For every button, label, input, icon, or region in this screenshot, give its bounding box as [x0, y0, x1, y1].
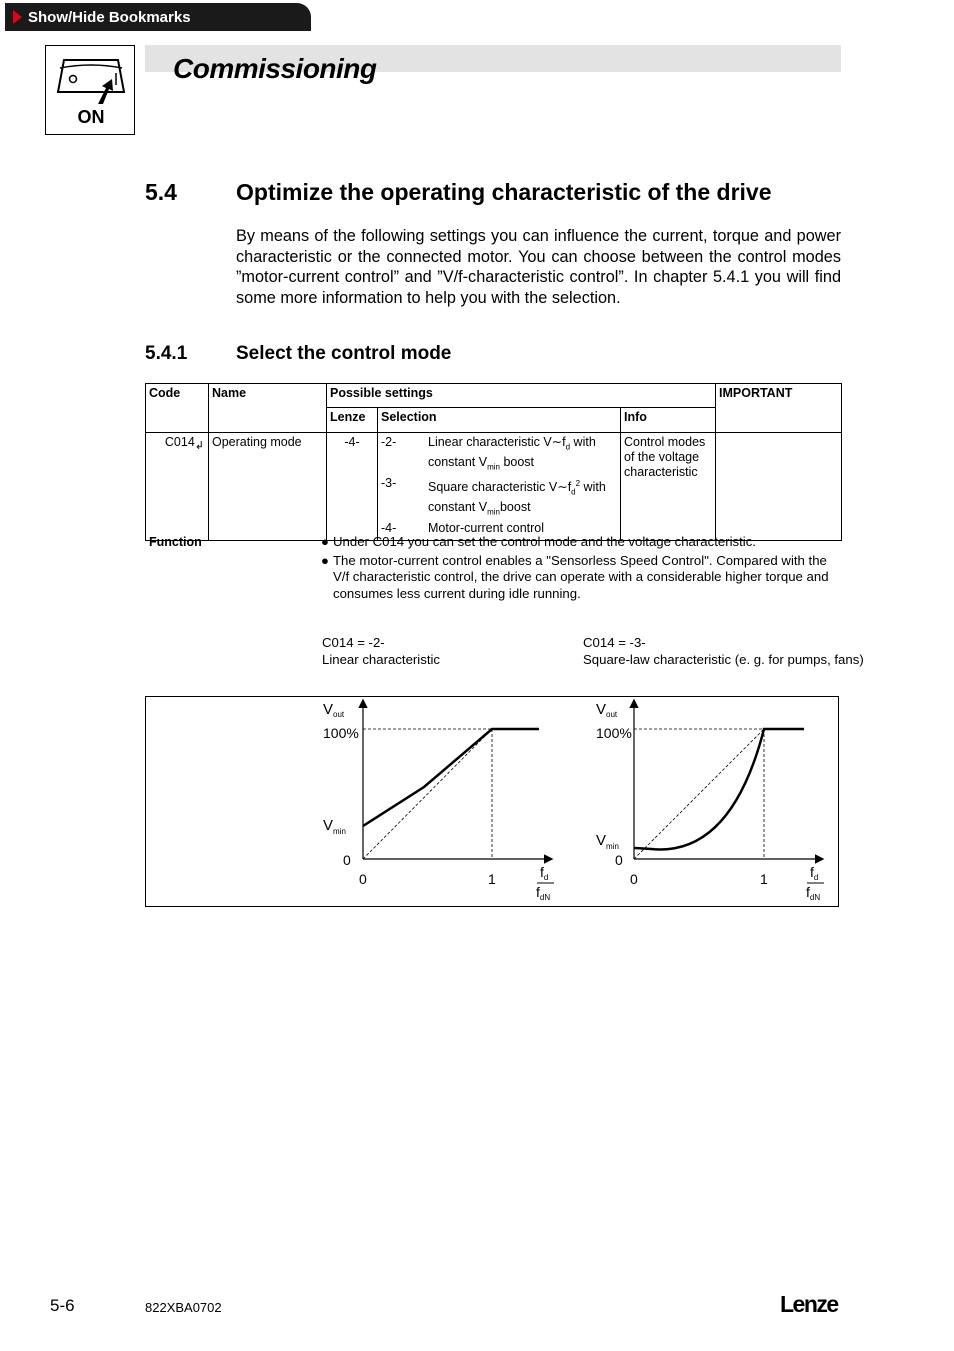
name-cell: Operating mode — [209, 433, 327, 541]
section-title: Optimize the operating characteristic of the drive — [236, 179, 772, 205]
function-bullet: ● Under C014 you can set the control mode and the voltage characteristic. — [321, 534, 756, 549]
important-cell — [716, 433, 842, 541]
right-100pct-label: 100% — [596, 725, 632, 741]
header-info: Info — [621, 408, 716, 433]
right-fdn-label: $f_{dN}$ — [806, 884, 821, 902]
chapter-title: Commissioning — [173, 53, 377, 84]
left-x-one: 1 — [488, 871, 496, 887]
left-y-zero: 0 — [343, 852, 351, 868]
option-code: -4- — [381, 521, 397, 536]
option-text: Motor-current control — [428, 521, 545, 536]
left-fd-label: $f_d$ — [540, 864, 549, 882]
option-text: Square characteristic $V\sim f_d^2$ with constant $V_{min}boost$ — [428, 479, 606, 517]
code-cell — [146, 433, 209, 541]
square-law-characteristic-diagram — [596, 701, 824, 902]
lenze-default-cell: -4- — [327, 433, 378, 541]
square-law-characteristic-curve — [634, 729, 804, 849]
header-code: Code — [146, 384, 209, 433]
selection-option — [381, 476, 617, 519]
red-triangle-icon — [13, 10, 22, 24]
left-vout-label: $V_{out}$ — [323, 701, 345, 719]
left-vmin-label: $V_{min}$ — [323, 817, 346, 836]
subsection-number: 5.4.1 — [145, 343, 188, 364]
power-switch-icon — [46, 46, 136, 106]
option-code: -3- — [381, 476, 397, 490]
option-text: Linear characteristic $V\sim f_d$ with constant $V_{min}$ boost — [428, 435, 596, 471]
page-number: 5-6 — [50, 1296, 75, 1315]
left-diagram-caption: C014 = -2- Linear characteristic — [322, 635, 441, 667]
left-reference-diagonal — [363, 729, 492, 859]
function-bullets — [321, 534, 841, 602]
lenze-logo: Lenze — [780, 1291, 838, 1317]
function-label: Function — [149, 535, 202, 549]
right-fd-label: $f_d$ — [810, 864, 819, 882]
left-100pct-label: 100% — [323, 725, 359, 741]
selection-option — [381, 435, 617, 474]
power-switch-icon-box — [45, 45, 135, 135]
linear-characteristic-curve — [363, 729, 539, 826]
option-code: -2- — [381, 435, 397, 449]
show-hide-bookmarks-button[interactable] — [5, 3, 311, 31]
info-cell: Control modes of the voltage characteristic — [621, 433, 716, 541]
right-x-one: 1 — [760, 871, 768, 887]
selection-cell — [378, 433, 621, 541]
right-y-zero: 0 — [615, 852, 623, 868]
right-diagram-caption: C014 = -3- Square-law characteristic (e. g. for pumps, fans) — [583, 635, 864, 667]
subsection-title: Select the control mode — [236, 343, 452, 364]
header-possible-settings: Possible settings — [327, 384, 716, 408]
header-lenze: Lenze — [327, 408, 378, 433]
header-selection: Selection — [378, 408, 621, 433]
diagram-svg — [146, 697, 840, 908]
enter-arrow-icon: ↲ — [194, 440, 204, 452]
table-row — [146, 433, 842, 541]
section-number: 5.4 — [145, 179, 177, 205]
header-name: Name — [209, 384, 327, 433]
bullet-icon: ● — [321, 534, 329, 549]
left-x-zero: 0 — [359, 871, 367, 887]
parameter-table — [145, 383, 842, 541]
right-vmin-label: $V_{min}$ — [596, 832, 619, 851]
header-important: IMPORTANT — [716, 384, 842, 433]
right-x-zero: 0 — [630, 871, 638, 887]
left-fdn-label: $f_{dN}$ — [536, 884, 551, 902]
bullet-icon: ● — [321, 552, 329, 568]
on-label: ON — [77, 107, 105, 127]
intro-paragraph: By means of the following settings you can influence the current, torque and power characteristic or the connected motor. You can choose between the control modes ”motor-current control” and ”V/f-characteristic control”. In chapter 5.4.1 you will find some more information to help you with the selection. — [236, 227, 841, 307]
document-id: 822XBA0702 — [145, 1300, 222, 1315]
code-value: C014 — [164, 435, 195, 449]
bookmarks-label: Show/Hide Bookmarks — [28, 9, 191, 26]
function-bullet: ● The motor-current control enables a "Sensorless Speed Control". Compared with the V/f characteristic control, the drive can operate with a considerable higher torque and consumes less current during idle running. — [321, 552, 829, 601]
linear-characteristic-diagram — [323, 701, 554, 902]
right-vout-label: $V_{out}$ — [596, 701, 618, 719]
characteristic-diagrams — [145, 696, 839, 907]
